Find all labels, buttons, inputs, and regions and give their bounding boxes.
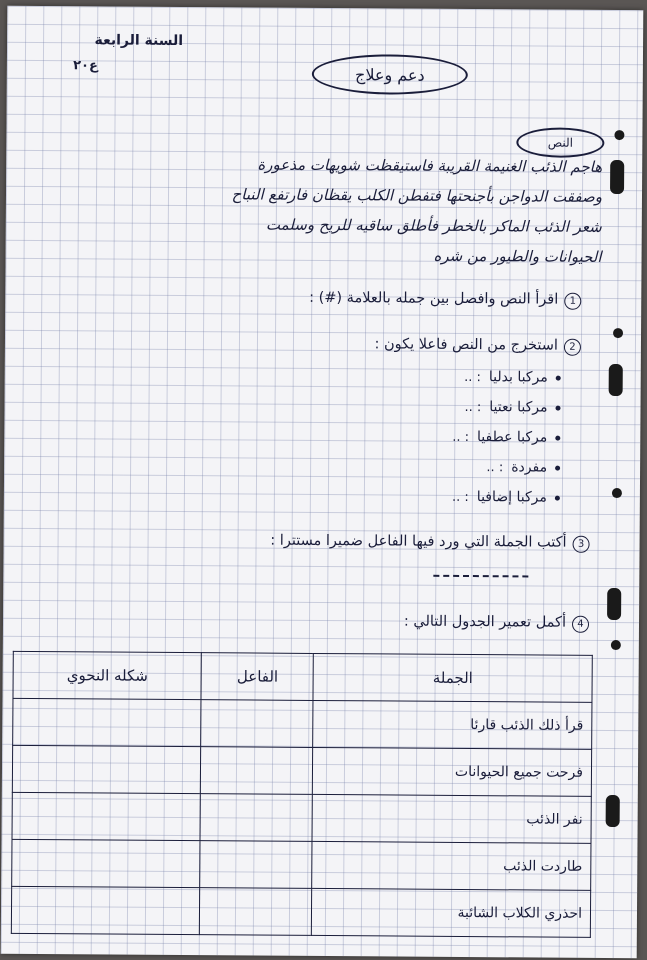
question-1-text: اقرأ النص وافصل بين جمله بالعلامة (#) :: [309, 289, 559, 308]
bullet-icon: [555, 435, 560, 440]
question-number-2: 2: [564, 339, 581, 356]
table-row: [12, 839, 591, 890]
sentence-cell: طاردت الذئب: [312, 841, 591, 890]
story-line-4: الحيوانات والطيور من شره: [433, 246, 602, 266]
grammar-table: [11, 651, 593, 938]
header-grammatical-form: شكله النحوي: [13, 651, 202, 699]
subject-cell[interactable]: [201, 747, 313, 795]
subject-cell[interactable]: [201, 700, 313, 748]
punch-hole-icon: [606, 795, 620, 827]
form-cell[interactable]: [12, 745, 201, 793]
table-row: [12, 745, 591, 796]
bullet-icon: [556, 405, 561, 410]
table-row: [13, 698, 592, 749]
table-row: [11, 886, 590, 937]
form-cell[interactable]: [13, 698, 202, 746]
punch-hole-icon: [614, 130, 624, 140]
story-line-3: شعر الذئب الماكر بالخطر فأطلق ساقيه للريح وسلمت: [265, 215, 602, 236]
subject-cell[interactable]: [200, 841, 312, 889]
question-number-3: 3: [573, 536, 590, 553]
form-cell[interactable]: [12, 839, 201, 887]
sub-item-5: مركبا إضافيا: ..: [452, 489, 560, 506]
table-header-row: [13, 651, 592, 702]
question-number-4: 4: [572, 616, 589, 633]
punch-hole-icon: [607, 588, 621, 620]
header-subject: الفاعل: [201, 653, 313, 701]
subject-cell[interactable]: [200, 888, 312, 936]
sub-item-3: مركبا عطفيا: ..: [452, 429, 560, 446]
question-4: [404, 614, 589, 633]
bullet-icon: [555, 495, 560, 500]
table-row: [12, 792, 591, 843]
form-cell[interactable]: [12, 792, 201, 840]
story-line-2: وصفقت الدواجن بأجنحتها فتفطن الكلب يقظان فارتفع النباح: [231, 185, 603, 206]
question-number-1: 1: [564, 293, 581, 310]
question-2: [374, 336, 581, 355]
question-3: [270, 533, 589, 553]
sub-item-2: مركبا نعتيا: ..: [464, 399, 560, 416]
sentence-cell: قرأ ذلك الذئب قارئا: [313, 700, 592, 749]
sentence-cell: نفر الذئب: [312, 794, 591, 843]
punch-hole-icon: [611, 640, 621, 650]
bullet-icon: [556, 375, 561, 380]
header-sentence: الجملة: [313, 653, 592, 702]
sentence-cell: احذري الكلاب الشائبة: [312, 888, 591, 937]
form-cell[interactable]: [11, 886, 200, 934]
grade-number: ع٢٠: [73, 58, 98, 74]
worksheet-page: [1, 6, 644, 958]
question-4-text: أكمل تعمير الجدول التالي :: [403, 613, 567, 631]
question-1: [309, 290, 581, 310]
sentence-cell: فرحت جميع الحيوانات: [313, 747, 592, 796]
punch-hole-icon: [613, 328, 623, 338]
bullet-icon: [555, 465, 560, 470]
grade-label: السنة الرابعة: [94, 32, 184, 50]
sub-item-4: مفردة: ..: [486, 459, 560, 476]
subject-cell[interactable]: [200, 794, 312, 842]
worksheet-title: دعم وعلاج: [312, 54, 468, 95]
punch-hole-icon: [609, 364, 623, 396]
punch-hole-icon: [610, 160, 624, 194]
answer-line: [433, 575, 528, 578]
sub-item-1: مركبا بدليا: ..: [464, 369, 561, 386]
story-line-1: هاجم الذئب الغنيمة القريبة فاستيقظت شويهات مذعورة: [257, 155, 603, 176]
question-3-text: أكتب الجملة التي ورد فيها الفاعل ضميرا مستترا :: [270, 532, 567, 551]
text-section-label: النص: [516, 127, 604, 158]
punch-hole-icon: [612, 488, 622, 498]
question-2-text: استخرج من النص فاعلا يكون :: [374, 336, 559, 354]
